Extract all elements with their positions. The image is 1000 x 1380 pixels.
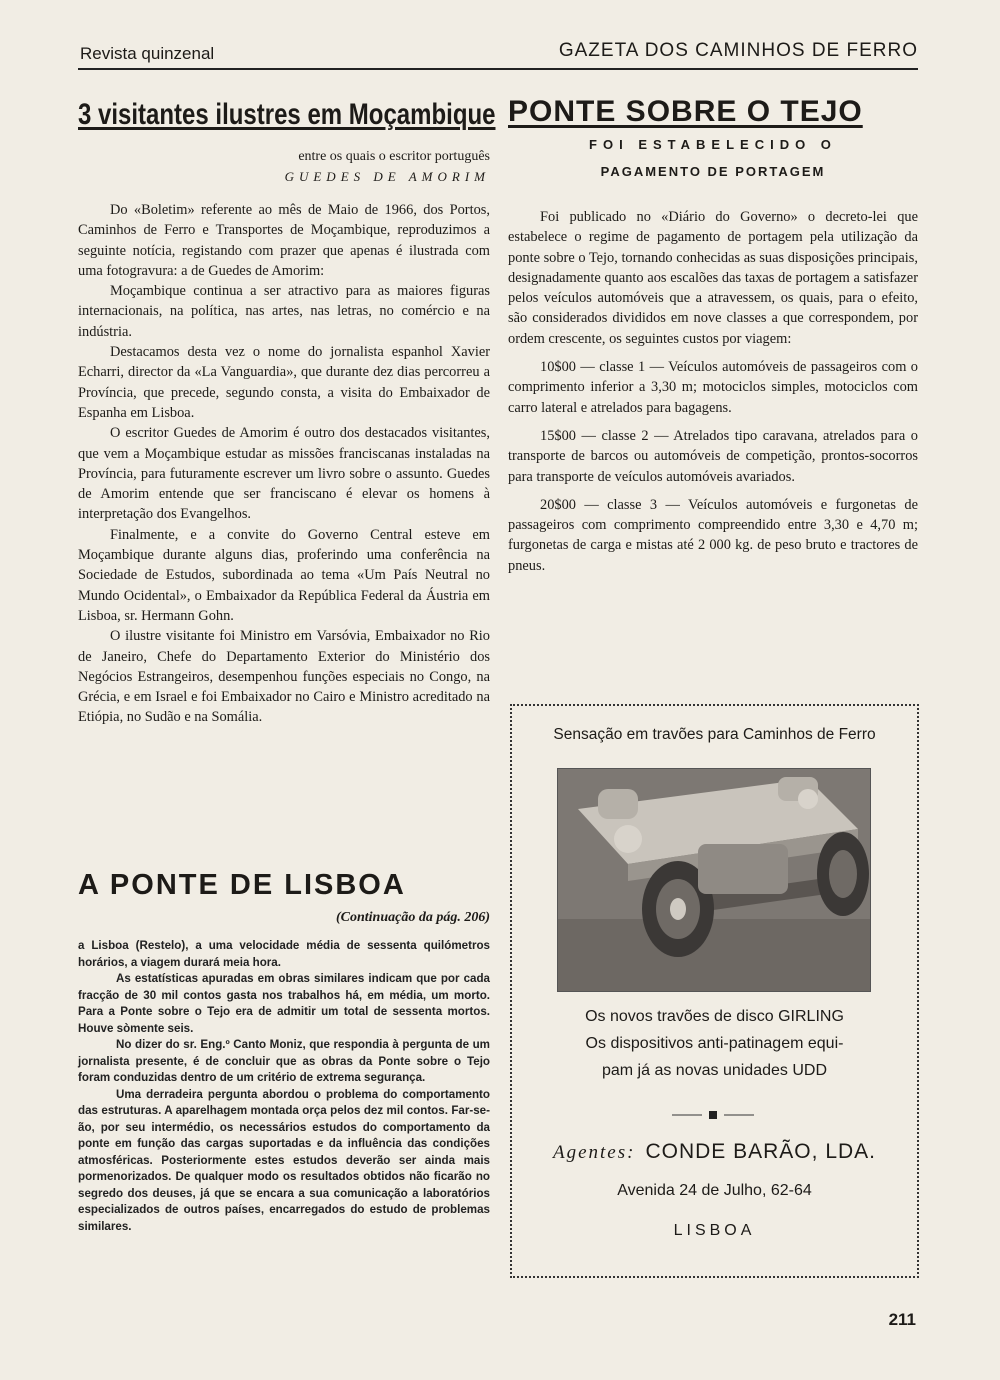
- paragraph: Moçambique continua a ser atractivo para as maiores figuras internacionais, na política, nas artes, nas letras, no comércio e na indústria.: [78, 283, 490, 340]
- ornament-divider: [672, 1110, 754, 1120]
- agents-name: CONDE BARÃO, LDA.: [645, 1140, 877, 1163]
- paragraph: 20$00 — classe 3 — Veículos automóveis e furgonetas de passageiros com comprimento compreendido entre 3,30 e 4,70 m; furgonetas de carga e mistas até 2 000 kg. de peso bruto e tractores de pneus.: [508, 496, 918, 574]
- paragraph: 15$00 — classe 2 — Atrelados tipo caravana, atrelados para o transporte de barcos ou automóveis de competição, prontos-socorros para transporte de veículos automóveis avariados.: [508, 427, 918, 485]
- article2-subtitle: FOI ESTABELECIDO O: [589, 137, 837, 152]
- page-header: [78, 38, 918, 70]
- paragraph: Finalmente, e a convite do Governo Central esteve em Moçambique durante alguns dias, proferindo uma conferência na Sociedade de Estudos, subordinada ao tema «Um País Neutral no Mundo Ocidental», o Embaixador da República Federal da Áustria em Lisboa, sr. Hermann Gohn.: [78, 526, 490, 624]
- article2-subtitle-2: PAGAMENTO DE PORTAGEM: [600, 164, 826, 179]
- article3-continuation: (Continuação da pág. 206): [335, 910, 490, 925]
- paragraph: Destacamos desta vez o nome do jornalista espanhol Xavier Echarri, director da «La Vanguardia», que durante dez dias percorreu a Província, que precede, segundo consta, a visita do Embaixador de Espanha em Lisboa.: [78, 344, 490, 421]
- paragraph: O ilustre visitante foi Ministro em Varsóvia, Embaixador no Rio de Janeiro, Chefe do Departamento Exterior do Ministério dos Negócios Estrangeiros, desempenhou funções especiais no Congo, na Grécia, e em Israel e foi Embaixador no Cairo e Ministro acreditado na Etiópia, no Sudão e na Somália.: [78, 628, 490, 726]
- article1-title: 3 visitantes ilustres em Moçambique: [78, 98, 496, 131]
- article1-subtitle: entre os quais o escritor português: [298, 149, 490, 164]
- advert-city: LISBOA: [673, 1222, 756, 1239]
- header-right: GAZETA DOS CAMINHOS DE FERRO: [558, 40, 918, 61]
- advert-line-1: Os novos travões de disco GIRLING: [585, 1008, 844, 1025]
- article2-title: PONTE SOBRE O TEJO: [508, 95, 863, 128]
- advert-line-3: pam já as novas unidades UDD: [601, 1062, 827, 1079]
- paragraph: As estatísticas apuradas em obras similares indicam que por cada fracção de 30 mil contos gasta nos trabalhos há, em média, um morto. Para a Ponte sobre o Tejo era de admitir um total de sessenta mortos. Houve sòmente seis.: [78, 972, 490, 1035]
- paragraph: O escritor Guedes de Amorim é outro dos destacados visitantes, que vem a Moçambique estudar as missões franciscanas instaladas na Província, para futuramente escrever um livro sobre o assunto. Guedes de Amorim entende que ser franciscano é elevar os homens à interpretação dos Evangelhos.: [78, 425, 490, 523]
- paragraph: a Lisboa (Restelo), a uma velocidade média de sessenta quilómetros horários, a viagem durará meia hora.: [78, 939, 490, 969]
- paragraph: 10$00 — classe 1 — Veículos automóveis de passageiros com o comprimento inferior a 3,30 m; motociclos simples, motociclos com carro lateral e atrelados para bagagens.: [508, 359, 918, 416]
- article1-subtitle-name: GUEDES DE AMORIM: [284, 169, 490, 184]
- agents-label: Agentes:: [552, 1142, 636, 1163]
- article3-body: [78, 938, 490, 1235]
- header-left: Revista quinzenal: [80, 44, 215, 63]
- page-number: 211: [888, 1310, 916, 1329]
- advert-agents: [512, 1140, 917, 1164]
- advert-line-2: Os dispositivos anti-patinagem equi-: [585, 1035, 844, 1052]
- advert-address: Avenida 24 de Julho, 62-64: [617, 1182, 812, 1199]
- paragraph: No dizer do sr. Eng.º Canto Moniz, que respondia à pergunta de um jornalista presente, é de concluir que as obras da Ponte sobre o Tejo foram conduzidas dentro de um critério de extrema segurança.: [78, 1038, 490, 1084]
- brake-bogie-photo: [557, 768, 871, 992]
- article2-body: [508, 207, 918, 584]
- article3-title: A PONTE DE LISBOA: [78, 869, 406, 901]
- bogie-illustration: [558, 769, 870, 991]
- paragraph: Foi publicado no «Diário do Governo» o decreto-lei que estabelece o regime de pagamento de portagem pela utilização da ponte sobre o Tejo, tornando conhecidas as suas disposições principais, designadamente quanto aos escalões das taxas de portagem a satisfazer pelos veículos automóveis que a atravessem, os quais, para o efeito, são considerados divididos em nove classes a que correspondem, por ordem crescente, os seguintes custos por viagem:: [508, 209, 918, 347]
- advert-title: Sensação em travões para Caminhos de Ferro: [553, 726, 876, 743]
- article1-body: [78, 200, 490, 728]
- advertisement-box: [510, 704, 919, 1278]
- paragraph: Uma derradeira pergunta abordou o problema do comportamento das estruturas. A aparelhagem montada orça pelos dez mil contos. Far-se-ão, por seu intermédio, os necessários estudos do comportamento da ponte em função das cargas suportadas e da influência das condições atmosféricas. Posteriormente estes estudos deverão ser ainda mais pormenorizados. De qualquer modo os resultados obtidos não ficarão no segredo dos deuses, já que se encara a sua comunicação a laboratórios especializados de outros países, encarregados do estudo de problemas similares.: [78, 1087, 490, 1233]
- paragraph: Do «Boletim» referente ao mês de Maio de 1966, dos Portos, Caminhos de Ferro e Transportes de Moçambique, reproduzimos a seguinte notícia, registando com prazer que apenas é ilustrada com uma fotogravura: a de Guedes de Amorim:: [78, 202, 490, 279]
